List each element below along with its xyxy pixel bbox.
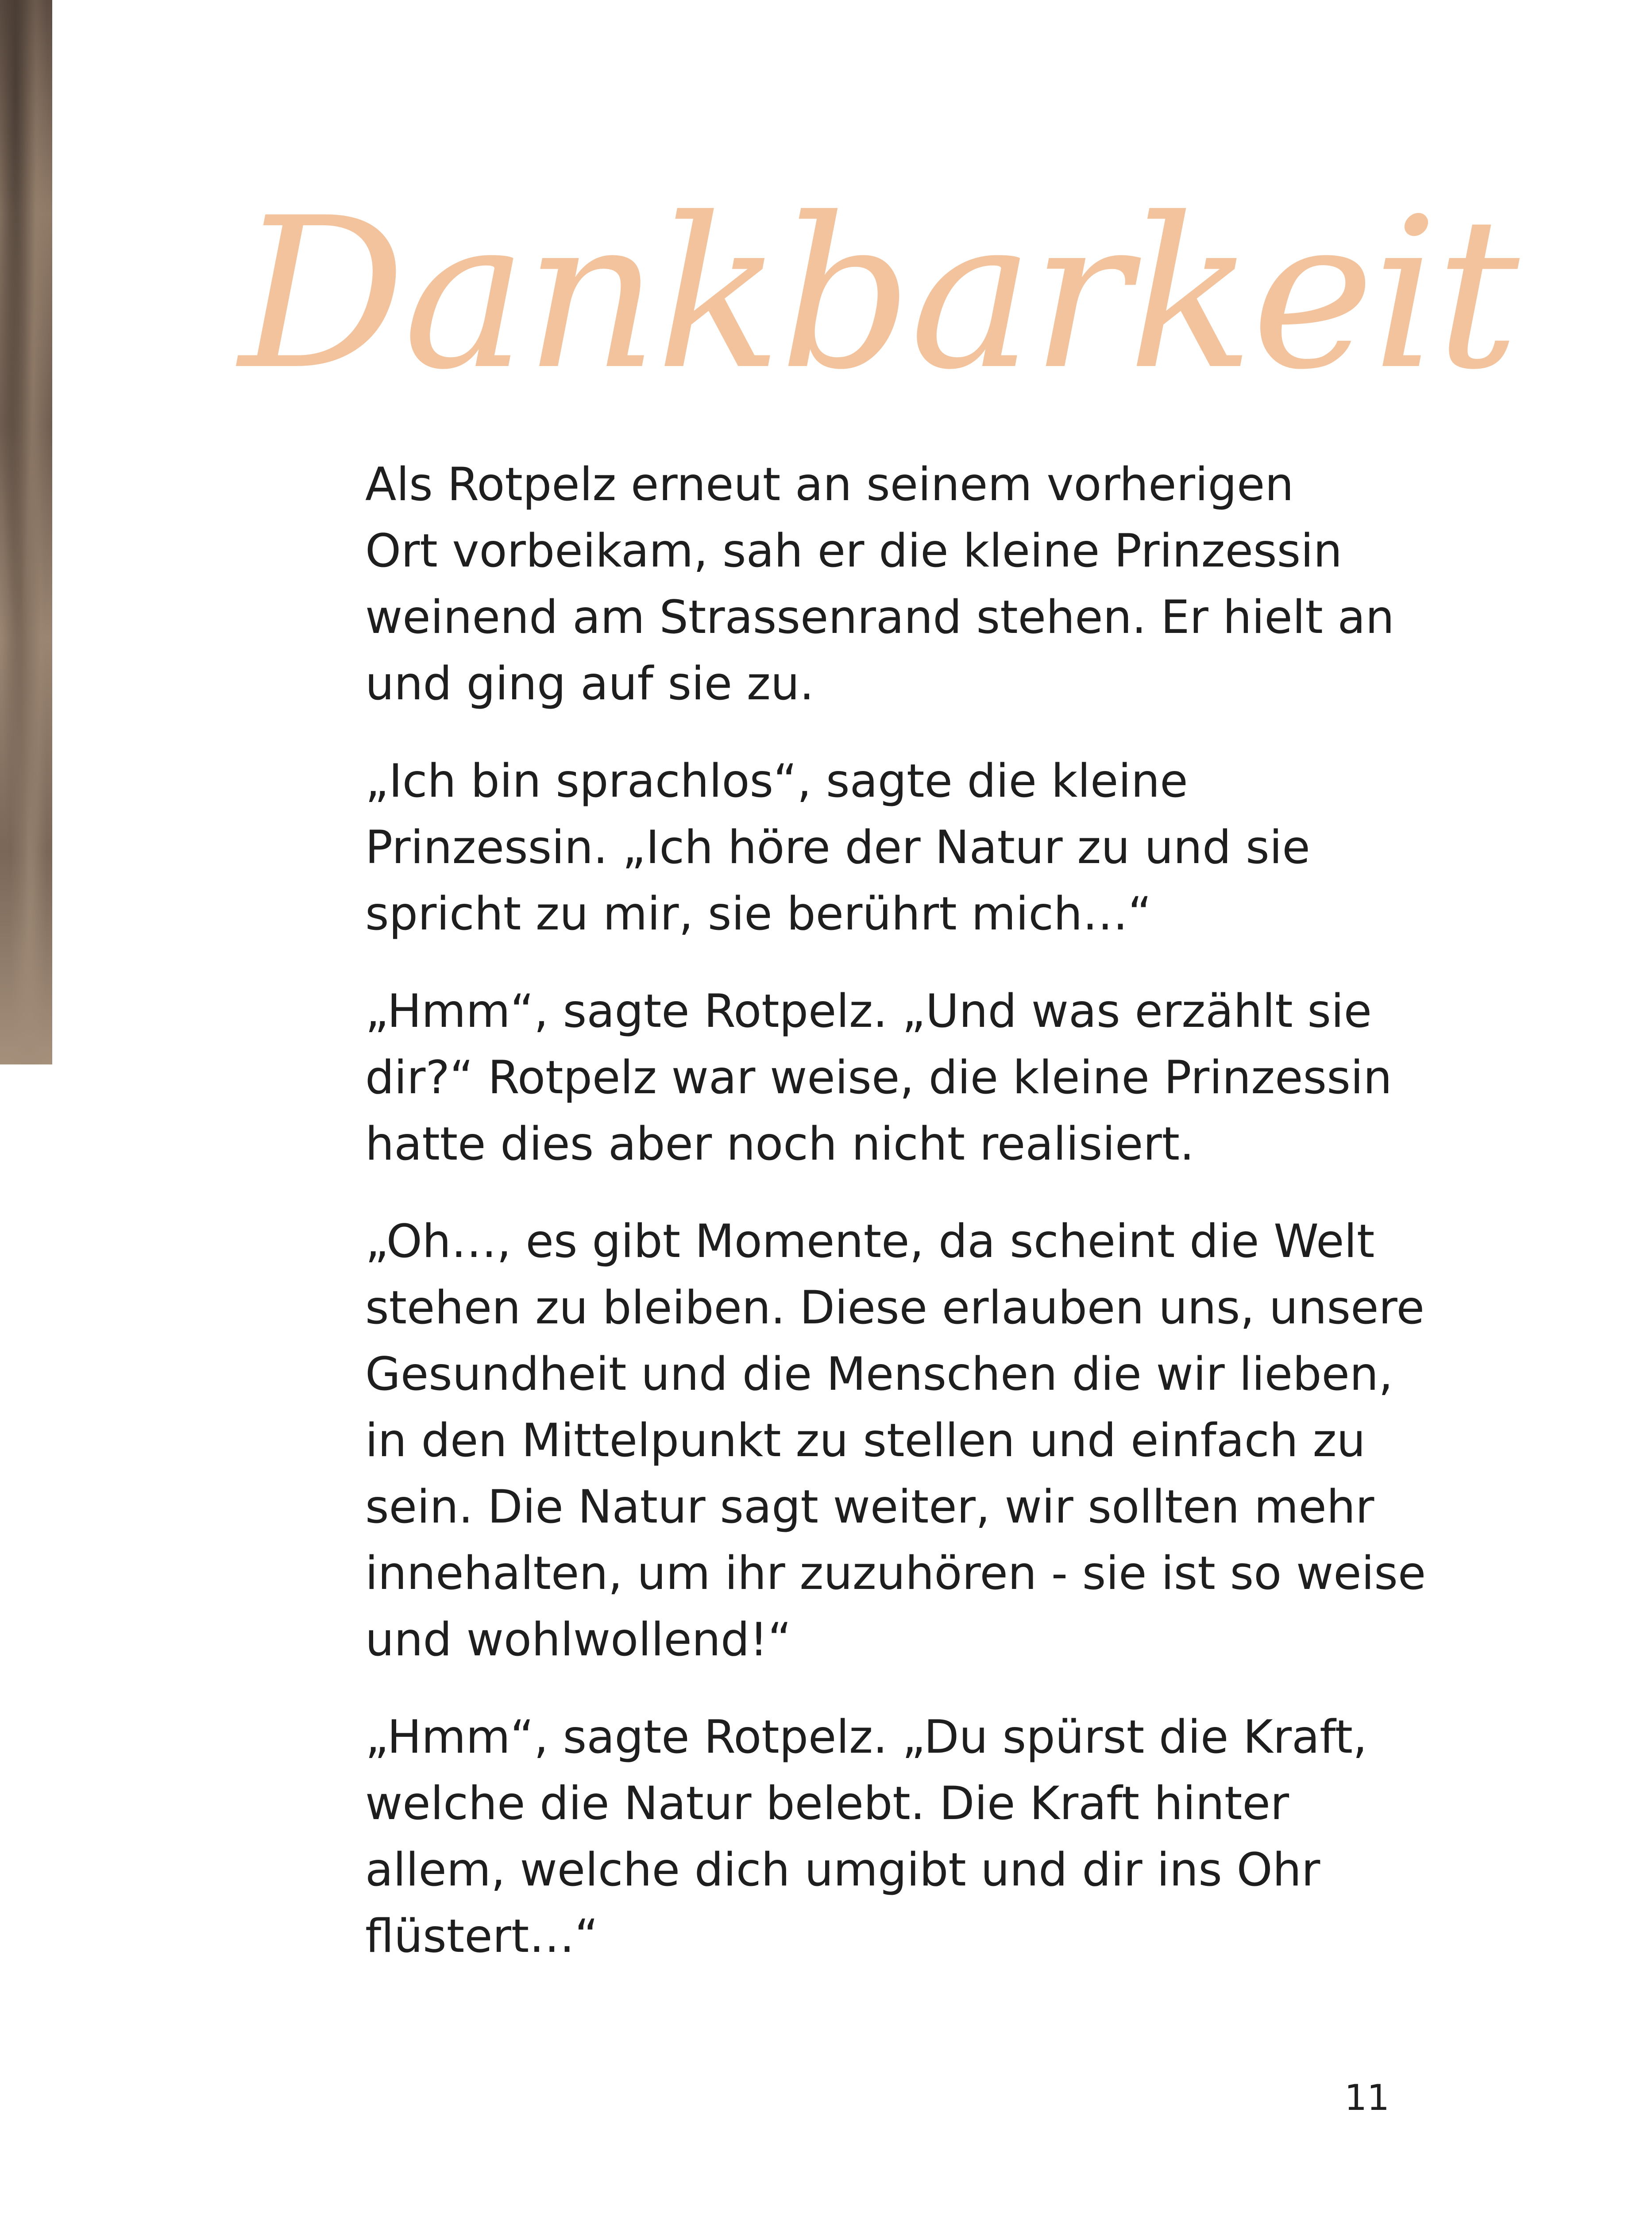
paragraph xyxy=(365,748,1428,947)
page-title: Dankbarkeit xyxy=(239,173,1517,415)
text-line: Als Rotpelz erneut an seinem vorherigen xyxy=(365,458,1294,511)
text-line: Gesundheit und die Menschen die wir lieben, xyxy=(365,1348,1393,1401)
text-line: welche die Natur belebt. Die Kraft hinter xyxy=(365,1777,1289,1830)
text-line: Ort vorbeikam, sah er die kleine Prinzessin xyxy=(365,524,1343,578)
text-line: allem, welche dich umgibt und dir ins Ohr xyxy=(365,1843,1320,1897)
text-line: flüstert…“ xyxy=(365,1910,598,1963)
text-line: dir?“ Rotpelz war weise, die kleine Prinzessin xyxy=(365,1051,1392,1104)
text-line: und wohlwollend!“ xyxy=(365,1613,792,1666)
paragraph xyxy=(365,978,1428,1177)
paragraph xyxy=(365,1208,1428,1673)
text-line: sein. Die Natur sagt weiter, wir sollten mehr xyxy=(365,1480,1374,1534)
text-line: innehalten, um ihr zuzuhören - sie ist so weise xyxy=(365,1547,1426,1600)
photo-edge xyxy=(0,0,52,1064)
text-line: stehen zu bleiben. Diese erlauben uns, unsere xyxy=(365,1281,1424,1334)
text-line: „Ich bin sprachlos“, sagte die kleine xyxy=(365,755,1188,808)
paragraph xyxy=(365,1704,1428,1970)
text-line: in den Mittelpunkt zu stellen und einfach zu xyxy=(365,1414,1366,1467)
paragraph xyxy=(365,451,1428,717)
text-line: spricht zu mir, sie berührt mich…“ xyxy=(365,887,1152,941)
text-line: „Oh…, es gibt Momente, da scheint die Welt xyxy=(365,1215,1375,1268)
text-line: „Hmm“, sagte Rotpelz. „Du spürst die Kraft, xyxy=(365,1711,1367,1764)
story-text xyxy=(365,451,1428,2001)
page-number: 11 xyxy=(1344,2077,1390,2118)
text-line: Prinzessin. „Ich höre der Natur zu und sie xyxy=(365,821,1310,874)
text-line: „Hmm“, sagte Rotpelz. „Und was erzählt sie xyxy=(365,985,1372,1038)
text-line: und ging auf sie zu. xyxy=(365,657,814,710)
text-line: hatte dies aber noch nicht realisiert. xyxy=(365,1118,1194,1171)
text-line: weinend am Strassenrand stehen. Er hielt an xyxy=(365,591,1394,644)
